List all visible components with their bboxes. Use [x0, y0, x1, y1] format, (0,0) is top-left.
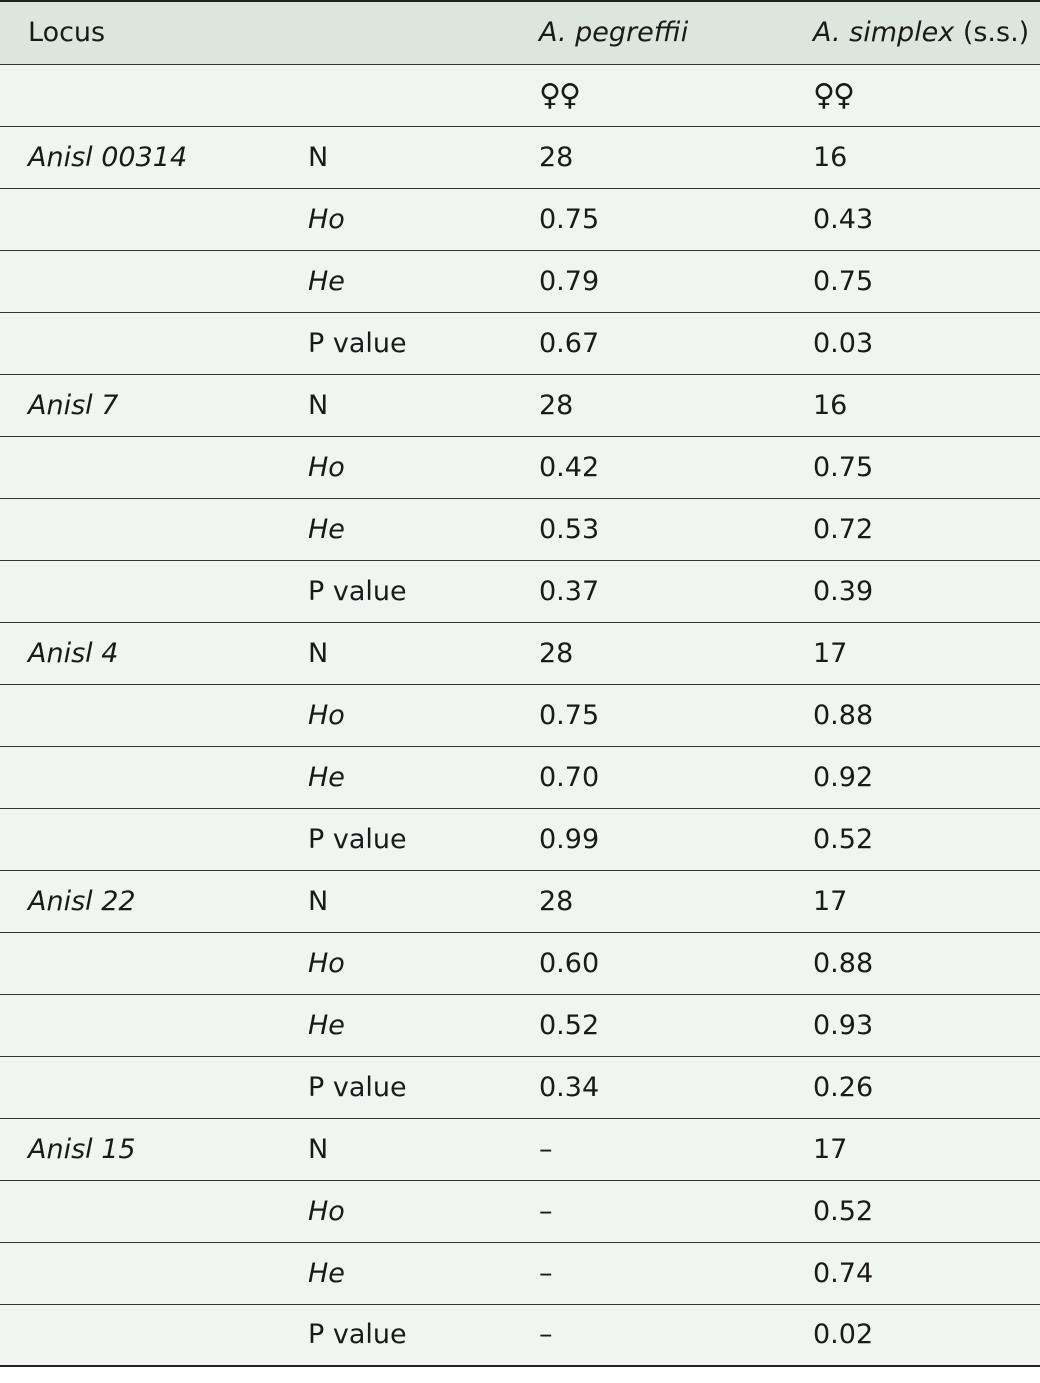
simplex-value-cell: 0.88 [785, 684, 1040, 746]
locus-cell [0, 746, 280, 808]
locus-cell [0, 498, 280, 560]
simplex-value-cell: 0.75 [785, 250, 1040, 312]
table-row [0, 312, 1040, 374]
pegreffii-value-cell: 28 [511, 870, 785, 932]
locus-cell [0, 808, 280, 870]
statistic-cell: P value [280, 560, 511, 622]
locus-cell [0, 1242, 280, 1304]
locus-cell [0, 312, 280, 374]
pegreffii-value-cell: 0.37 [511, 560, 785, 622]
statistic-cell: Ho [280, 1180, 511, 1242]
table-row [0, 560, 1040, 622]
header-locus: Locus [0, 1, 280, 64]
sex-row-empty-2 [280, 64, 511, 126]
pegreffii-value-cell: 0.75 [511, 684, 785, 746]
header-statistic [280, 1, 511, 64]
table-row [0, 250, 1040, 312]
simplex-value-cell: 17 [785, 1118, 1040, 1180]
pegreffii-value-cell: 28 [511, 126, 785, 188]
simplex-value-cell: 0.52 [785, 1180, 1040, 1242]
table-row [0, 1304, 1040, 1366]
table-row [0, 1180, 1040, 1242]
simplex-value-cell: 0.26 [785, 1056, 1040, 1118]
header-a-pegreffii: A. pegreffii [511, 1, 785, 64]
simplex-value-cell: 0.88 [785, 932, 1040, 994]
header-a-simplex-name: A. simplex [813, 17, 955, 49]
table-row [0, 622, 1040, 684]
pegreffii-value-cell: 0.99 [511, 808, 785, 870]
locus-cell: Anisl 22 [0, 870, 280, 932]
pegreffii-value-cell: 0.79 [511, 250, 785, 312]
statistic-cell: N [280, 870, 511, 932]
locus-cell [0, 1180, 280, 1242]
locus-cell [0, 560, 280, 622]
statistic-cell: Ho [280, 436, 511, 498]
statistic-cell: P value [280, 1304, 511, 1366]
table-row [0, 746, 1040, 808]
table-row [0, 870, 1040, 932]
table-row [0, 1118, 1040, 1180]
locus-cell: Anisl 7 [0, 374, 280, 436]
locus-cell [0, 932, 280, 994]
header-a-simplex [785, 1, 1040, 64]
header-row [0, 1, 1040, 64]
statistic-cell: Ho [280, 188, 511, 250]
statistic-cell: He [280, 1242, 511, 1304]
statistic-cell: P value [280, 1056, 511, 1118]
statistic-cell: N [280, 622, 511, 684]
statistic-cell: N [280, 374, 511, 436]
locus-cell [0, 1304, 280, 1366]
pegreffii-value-cell: 0.60 [511, 932, 785, 994]
table-row [0, 684, 1040, 746]
pegreffii-value-cell: 0.75 [511, 188, 785, 250]
simplex-value-cell: 0.75 [785, 436, 1040, 498]
table-row [0, 1242, 1040, 1304]
pegreffii-value-cell: 0.52 [511, 994, 785, 1056]
locus-cell: Anisl 4 [0, 622, 280, 684]
pegreffii-value-cell: – [511, 1180, 785, 1242]
simplex-value-cell: 0.02 [785, 1304, 1040, 1366]
statistic-cell: P value [280, 312, 511, 374]
statistic-cell: N [280, 1118, 511, 1180]
header-a-simplex-suffix: (s.s.) [954, 17, 1030, 49]
table-row [0, 932, 1040, 994]
pegreffii-value-cell: 28 [511, 622, 785, 684]
simplex-value-cell: 16 [785, 126, 1040, 188]
simplex-value-cell: 0.74 [785, 1242, 1040, 1304]
statistic-cell: P value [280, 808, 511, 870]
statistic-cell: He [280, 994, 511, 1056]
locus-cell [0, 1056, 280, 1118]
statistic-cell: Ho [280, 932, 511, 994]
female-symbol-simplex: ♀♀ [785, 64, 1040, 126]
simplex-value-cell: 0.93 [785, 994, 1040, 1056]
table-row [0, 374, 1040, 436]
simplex-value-cell: 16 [785, 374, 1040, 436]
pegreffii-value-cell: 28 [511, 374, 785, 436]
statistic-cell: He [280, 498, 511, 560]
table-row [0, 994, 1040, 1056]
table-row [0, 126, 1040, 188]
locus-cell [0, 436, 280, 498]
locus-cell [0, 684, 280, 746]
statistic-cell: He [280, 746, 511, 808]
statistic-cell: He [280, 250, 511, 312]
simplex-value-cell: 0.52 [785, 808, 1040, 870]
pegreffii-value-cell: – [511, 1304, 785, 1366]
table-row [0, 188, 1040, 250]
pegreffii-value-cell: – [511, 1118, 785, 1180]
locus-cell [0, 994, 280, 1056]
locus-cell [0, 250, 280, 312]
locus-cell: Anisl 15 [0, 1118, 280, 1180]
simplex-value-cell: 0.03 [785, 312, 1040, 374]
table-row [0, 808, 1040, 870]
simplex-value-cell: 0.43 [785, 188, 1040, 250]
pegreffii-value-cell: 0.34 [511, 1056, 785, 1118]
locus-cell [0, 188, 280, 250]
sex-row-empty-1 [0, 64, 280, 126]
statistic-cell: N [280, 126, 511, 188]
pegreffii-value-cell: 0.70 [511, 746, 785, 808]
statistic-cell: Ho [280, 684, 511, 746]
simplex-value-cell: 0.72 [785, 498, 1040, 560]
pegreffii-value-cell: 0.67 [511, 312, 785, 374]
locus-cell: Anisl 00314 [0, 126, 280, 188]
pegreffii-value-cell: 0.53 [511, 498, 785, 560]
pegreffii-value-cell: 0.42 [511, 436, 785, 498]
table-row [0, 436, 1040, 498]
sex-row [0, 64, 1040, 126]
simplex-value-cell: 17 [785, 870, 1040, 932]
female-symbol-pegreffii: ♀♀ [511, 64, 785, 126]
pegreffii-value-cell: – [511, 1242, 785, 1304]
simplex-value-cell: 0.92 [785, 746, 1040, 808]
table-row [0, 1056, 1040, 1118]
simplex-value-cell: 17 [785, 622, 1040, 684]
table-row [0, 498, 1040, 560]
simplex-value-cell: 0.39 [785, 560, 1040, 622]
